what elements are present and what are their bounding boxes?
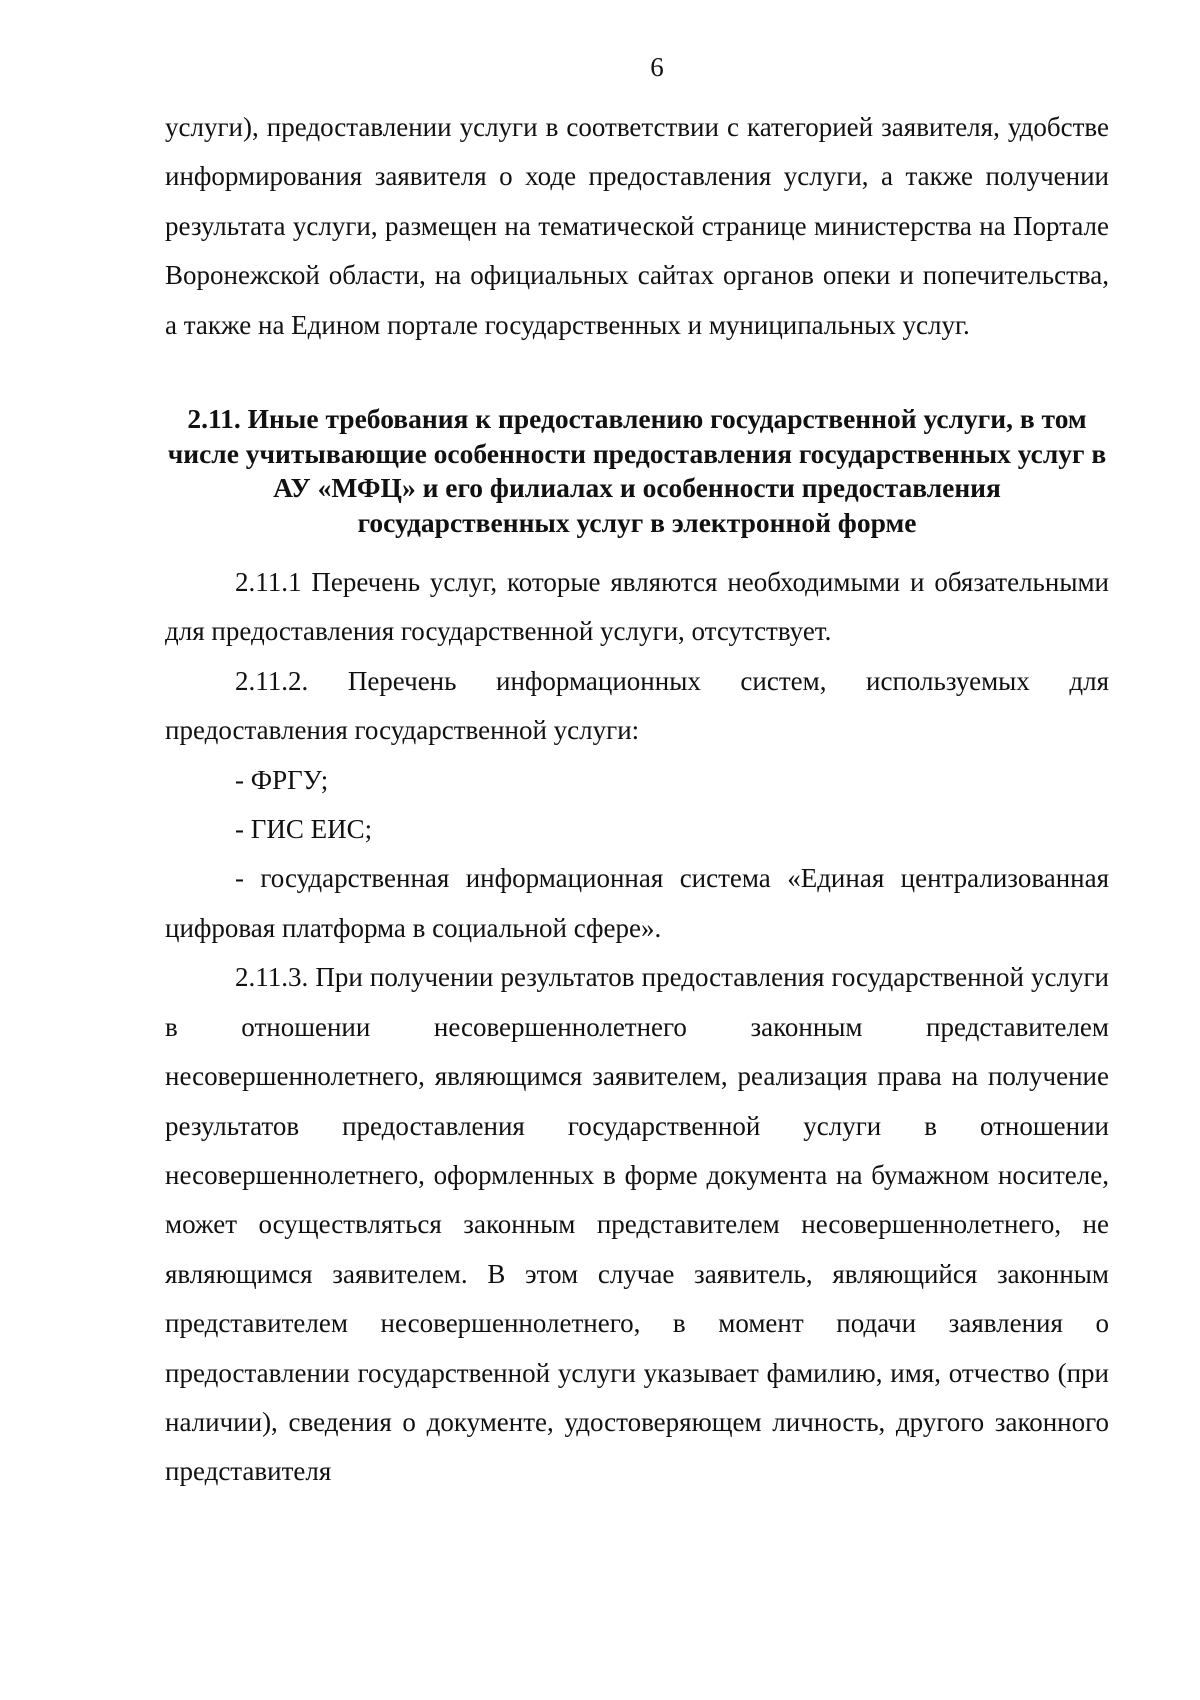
information-systems-list bbox=[165, 756, 1109, 954]
page-number: 6 bbox=[650, 52, 664, 82]
paragraph-2-11-1: 2.11.1 Перечень услуг, которые являются необходимыми и обязательными для предоставления государственной услуги, отсутствует. bbox=[165, 567, 1109, 647]
intro-paragraph: услуги), предоставлении услуги в соответствии с категорией заявителя, удобстве информирования заявителя о ходе предоставления услуги, а также получении результата услуги, размещен на тематической странице министерства на Портале Воронежской области, на официальных сайтах органов опеки и попечительства, а также на Едином портале государственных и муниципальных услуг. bbox=[165, 112, 1109, 340]
list-item: - государственная информационная система «Единая централизованная цифровая платформа в социальной сфере». bbox=[165, 863, 1109, 943]
list-item: - ГИС ЕИС; bbox=[235, 814, 373, 845]
section-heading: 2.11. Иные требования к предоставлению государственной услуги, в том числе учитывающие особенности предоставления государственных услуг в АУ «МФЦ» и его филиалах и особенности предоставления государственных услуг в электронной форме bbox=[167, 403, 1107, 538]
list-item: - ФРГУ; bbox=[235, 764, 329, 795]
document-page bbox=[165, 52, 1109, 1497]
paragraph-2-11-2: 2.11.2. Перечень информационных систем, используемых для предоставления государственной услуги: bbox=[165, 665, 1109, 746]
paragraph-2-11-3: 2.11.3. При получении результатов предоставления государственной услуги в отношении несовершеннолетнего законным представителем несовершеннолетнего, являющимся заявителем, реализация права на получение результатов предоставления государственной услуги в отношении несовершеннолетнего, оформленных в форме документа на бумажном носителе, может осуществляться законным представителем несовершеннолетнего, не являющимся заявителем. В этом случае заявитель, являющийся законным представителем несовершеннолетнего, в момент подачи заявления о предоставлении государственной услуги указывает фамилию, имя, отчество (при наличии), сведения о документе, удостоверяющем личность, другого законного представителя bbox=[165, 962, 1109, 1487]
